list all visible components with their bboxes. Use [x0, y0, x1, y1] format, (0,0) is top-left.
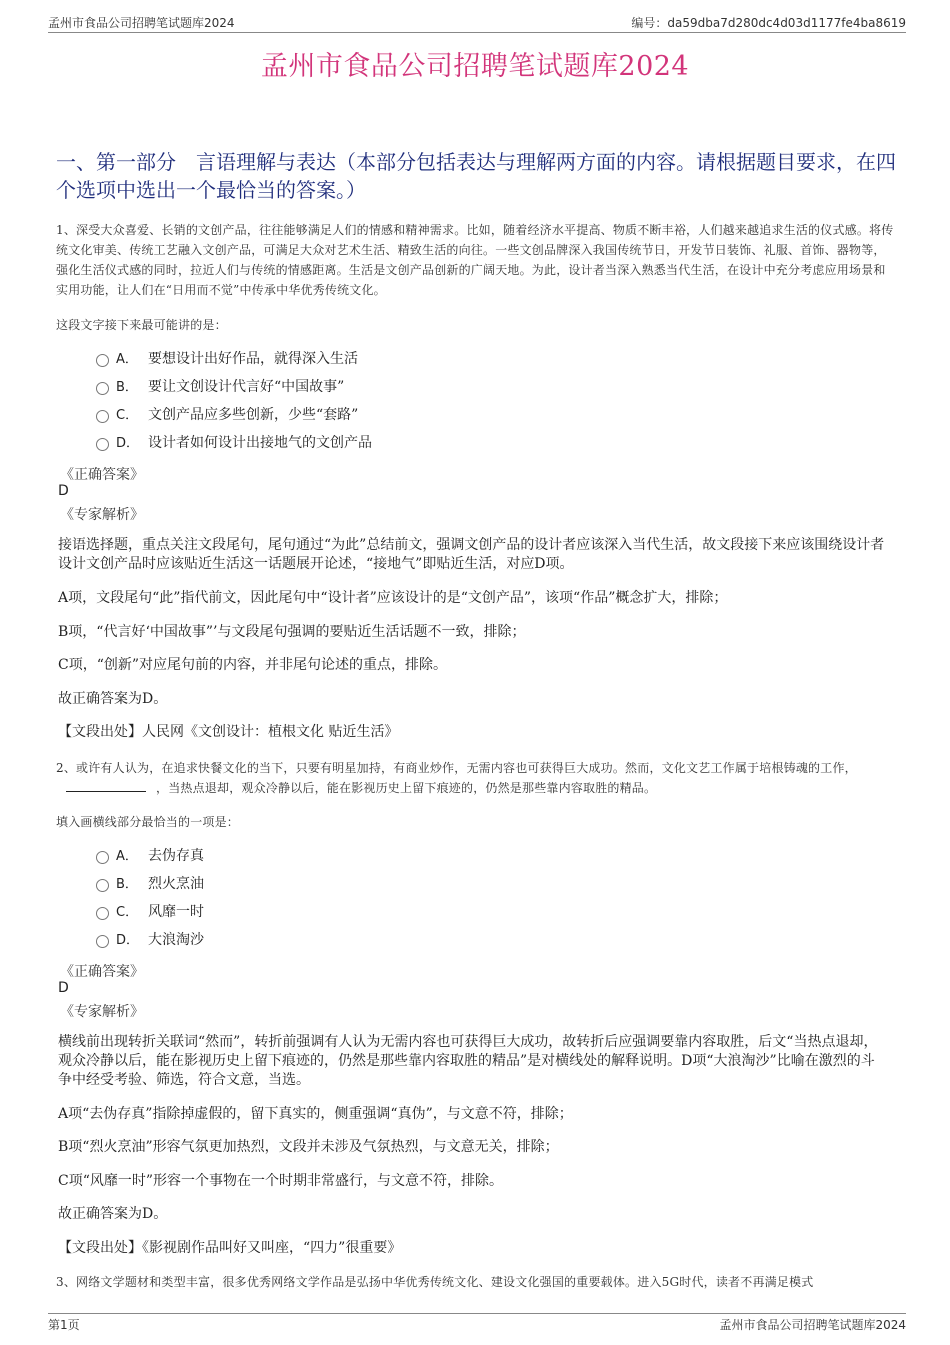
section-heading: 一、第一部分 言语理解与表达（本部分包括表达与理解两方面的内容。请根据题目要求，在四个选项中选出一个最恰当的答案。） [56, 150, 896, 202]
option-key: A． [116, 352, 138, 367]
q3-passage: 3、网络文学题材和类型丰富，很多优秀网络文学作品是弘扬中华优秀传统文化、建设文化强国的重要载体。进入5G时代，读者不再满足模式 [56, 1275, 814, 1289]
q1-answer-label: 《正确答案》 [60, 467, 144, 483]
option-text: 大浪淘沙 [148, 932, 204, 948]
radio-icon[interactable] [96, 382, 109, 395]
q2-option-d[interactable] [96, 930, 204, 950]
q1-option-c[interactable] [96, 405, 358, 425]
option-text: 文创产品应多些创新，少些“套路” [148, 407, 359, 423]
q1-analysis-label: 《专家解析》 [60, 507, 144, 523]
q2-option-b[interactable] [96, 874, 204, 894]
q1-analysis-para: C项，“创新”对应尾句前的内容，并非尾句论述的重点，排除。 [58, 657, 448, 673]
q2-passage [56, 758, 894, 798]
q1-prompt: 这段文字接下来最可能讲的是： [56, 318, 227, 332]
footer-doc-title: 孟州市食品公司招聘笔试题库2024 [719, 1318, 906, 1332]
q2-passage-after: ，当热点退却，观众冷静以后，能在影视历史上留下痕迹的，仍然是那些靠内容取胜的精品。 [156, 781, 657, 795]
q2-answer-label: 《正确答案》 [60, 964, 144, 980]
option-text: 设计者如何设计出接地气的文创产品 [148, 435, 372, 451]
q2-analysis-para: A项“去伪存真”指除掉虚假的，留下真实的，侧重强调“真伪”，与文意不符，排除； [58, 1106, 573, 1122]
header-doc-title: 孟州市食品公司招聘笔试题库2024 [48, 16, 235, 30]
q1-option-b[interactable] [96, 377, 344, 397]
radio-icon[interactable] [96, 907, 109, 920]
option-text: 要让文创设计代言好“中国故事” [148, 379, 345, 395]
page-footer [48, 1313, 906, 1332]
q2-option-a[interactable] [96, 846, 204, 866]
q1-analysis-para: 接语选择题，重点关注文段尾句，尾句通过“为此”总结前文，强调文创产品的设计者应该深入当代生活，故文段接下来应该围绕设计者设计文创产品时应该贴近生活这一话题展开论述，“接地气”即贴近生活，对应D项。 [58, 537, 885, 572]
option-text: 去伪存真 [148, 848, 204, 864]
option-key: B． [116, 380, 138, 395]
option-key: D． [116, 436, 140, 451]
option-text: 风靡一时 [148, 904, 204, 920]
option-key: B． [116, 877, 138, 892]
q1-option-a[interactable] [96, 349, 358, 369]
q2-analysis-para: B项“烈火烹油”形容气氛更加热烈，文段并未涉及气氛热烈，与文意无关，排除； [58, 1139, 559, 1155]
q2-analysis-para: 故正确答案为D。 [58, 1206, 168, 1222]
radio-icon[interactable] [96, 935, 109, 948]
q2-option-c[interactable] [96, 902, 204, 922]
radio-icon[interactable] [96, 879, 109, 892]
q1-answer: D [58, 483, 69, 499]
page-title: 孟州市食品公司招聘笔试题库2024 [260, 51, 690, 82]
option-key: C． [116, 408, 139, 423]
q2-prompt: 填入画横线部分最恰当的一项是： [56, 815, 240, 829]
q2-source: 【文段出处】《影视剧作品叫好又叫座，“四力”很重要》 [58, 1240, 402, 1256]
q1-analysis-para: 故正确答案为D。 [58, 691, 168, 707]
option-key: D． [116, 933, 140, 948]
page-number: 第1页 [48, 1318, 80, 1332]
option-text: 烈火烹油 [148, 876, 204, 892]
q2-analysis-label: 《专家解析》 [60, 1004, 144, 1020]
radio-icon[interactable] [96, 354, 109, 367]
fill-blank [66, 779, 146, 792]
option-text: 要想设计出好作品，就得深入生活 [148, 351, 358, 367]
option-key: A． [116, 849, 138, 864]
radio-icon[interactable] [96, 410, 109, 423]
q1-passage: 1、深受大众喜爱、长销的文创产品，往往能够满足人们的情感和精神需求。比如，随着经济水平提高、物质不断丰裕，人们越来越追求生活的仪式感。将传统文化审美、传统工艺融入文创产品，可满足大众对艺术生活、精致生活的向往。一些文创品牌深入我国传统节日，开发节日装饰、礼服、首饰、器物等，强化生活仪式感的同时，拉近人们与传统的情感距离。生活是文创产品创新的广阔天地。为此，设计者当深入熟悉当代生活，在设计中充分考虑应用场景和实用功能，让人们在“日用而不觉”中传承中华优秀传统文化。 [56, 223, 894, 297]
q1-analysis-para: B项，“代言好‘中国故事”’与文段尾句强调的要贴近生活话题不一致，排除； [58, 624, 526, 640]
radio-icon[interactable] [96, 438, 109, 451]
page-header [48, 14, 906, 33]
q1-source: 【文段出处】人民网《文创设计：植根文化 贴近生活》 [58, 724, 399, 740]
q1-option-d[interactable] [96, 433, 372, 453]
option-key: C． [116, 905, 139, 920]
q2-analysis-para: C项“风靡一时”形容一个事物在一个时期非常盛行，与文意不符，排除。 [58, 1173, 504, 1189]
q2-analysis-para: 横线前出现转折关联词“然而”，转折前强调有人认为无需内容也可获得巨大成功，故转折后应强调要靠内容取胜，后文“当热点退却，观众冷静以后，能在影视历史上留下痕迹的，仍然是那些靠内容取胜的精品”是对横线处的解释说明。D项“大浪淘沙”比喻在激烈的斗争中经受考验、筛选，符合文意，当选。 [58, 1034, 878, 1088]
radio-icon[interactable] [96, 851, 109, 864]
header-doc-id: 编号：da59dba7d280dc4d03d1177fe4ba8619 [631, 16, 906, 30]
q2-answer: D [58, 980, 69, 996]
q1-analysis-para: A项，文段尾句“此”指代前文，因此尾句中“设计者”应该设计的是“文创产品”，该项“作品”概念扩大，排除； [58, 590, 728, 606]
q2-passage-before: 2、或许有人认为，在追求快餐文化的当下，只要有明星加持，有商业炒作，无需内容也可获得巨大成功。然而，文化文艺工作属于培根铸魂的工作， [56, 761, 857, 775]
